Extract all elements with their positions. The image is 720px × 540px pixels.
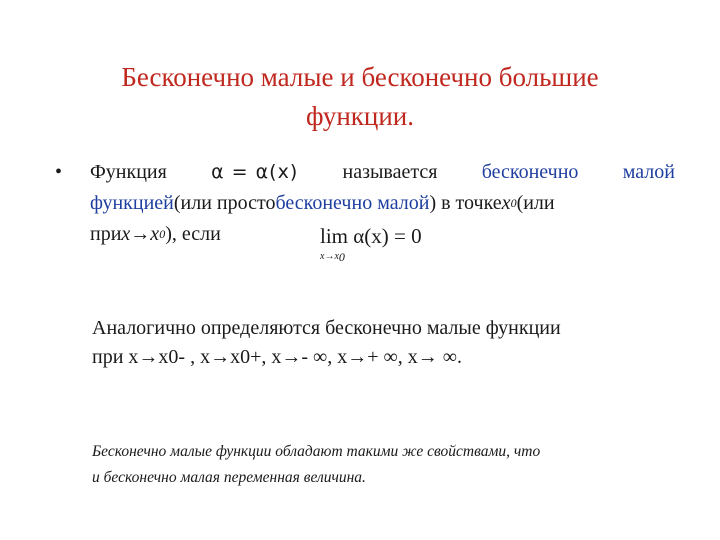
title-line-2: функции. — [306, 101, 414, 131]
subscript-zero: 0 — [159, 227, 166, 241]
var-x0: x — [150, 223, 160, 245]
term-infinitely-small: бесконечно малой — [275, 192, 430, 214]
limit-subscript: $x\to x_0$ — [320, 250, 345, 264]
word-functions-term: функцией — [90, 192, 174, 214]
var-x: x — [121, 223, 131, 245]
word-called: называется — [342, 161, 438, 183]
properties-note — [92, 439, 692, 491]
definition-line-2 — [90, 188, 675, 219]
analog-line-1: Аналогично определяются бесконечно малые функции — [92, 317, 561, 339]
word-function: Функция — [90, 161, 167, 183]
arrow-symbol: → — [130, 223, 151, 245]
slide-title — [0, 58, 720, 136]
note-line-2: и бесконечно малая переменная величина. — [92, 469, 366, 486]
note-line-1: Бесконечно малые функции обладают такими же свойствами, что — [92, 443, 541, 460]
limit-expression: lim α(x) = 0 — [320, 224, 422, 248]
word-small: малой — [622, 161, 675, 183]
title-line-1: Бесконечно малые и бесконечно большие — [121, 62, 599, 92]
bullet-marker: • — [55, 161, 63, 183]
text-or-simply: (или просто — [173, 192, 276, 214]
var-x: x — [501, 192, 511, 214]
limit-formula — [320, 224, 422, 264]
analog-line-2: при x→x0- , x→x0+, x→- ∞, x→+ ∞, x→ ∞. — [92, 346, 463, 368]
text-when: при — [90, 223, 122, 245]
text-at-point: ) в точке — [429, 192, 502, 214]
analog-paragraph — [92, 314, 692, 372]
definition-line-1 — [90, 157, 675, 188]
alpha-formula: α = α(x) — [211, 161, 299, 183]
word-infinitely: бесконечно — [481, 161, 579, 183]
text-or: (или — [516, 192, 555, 214]
text-if: ), если — [165, 223, 221, 245]
subscript-zero: 0 — [510, 196, 517, 210]
